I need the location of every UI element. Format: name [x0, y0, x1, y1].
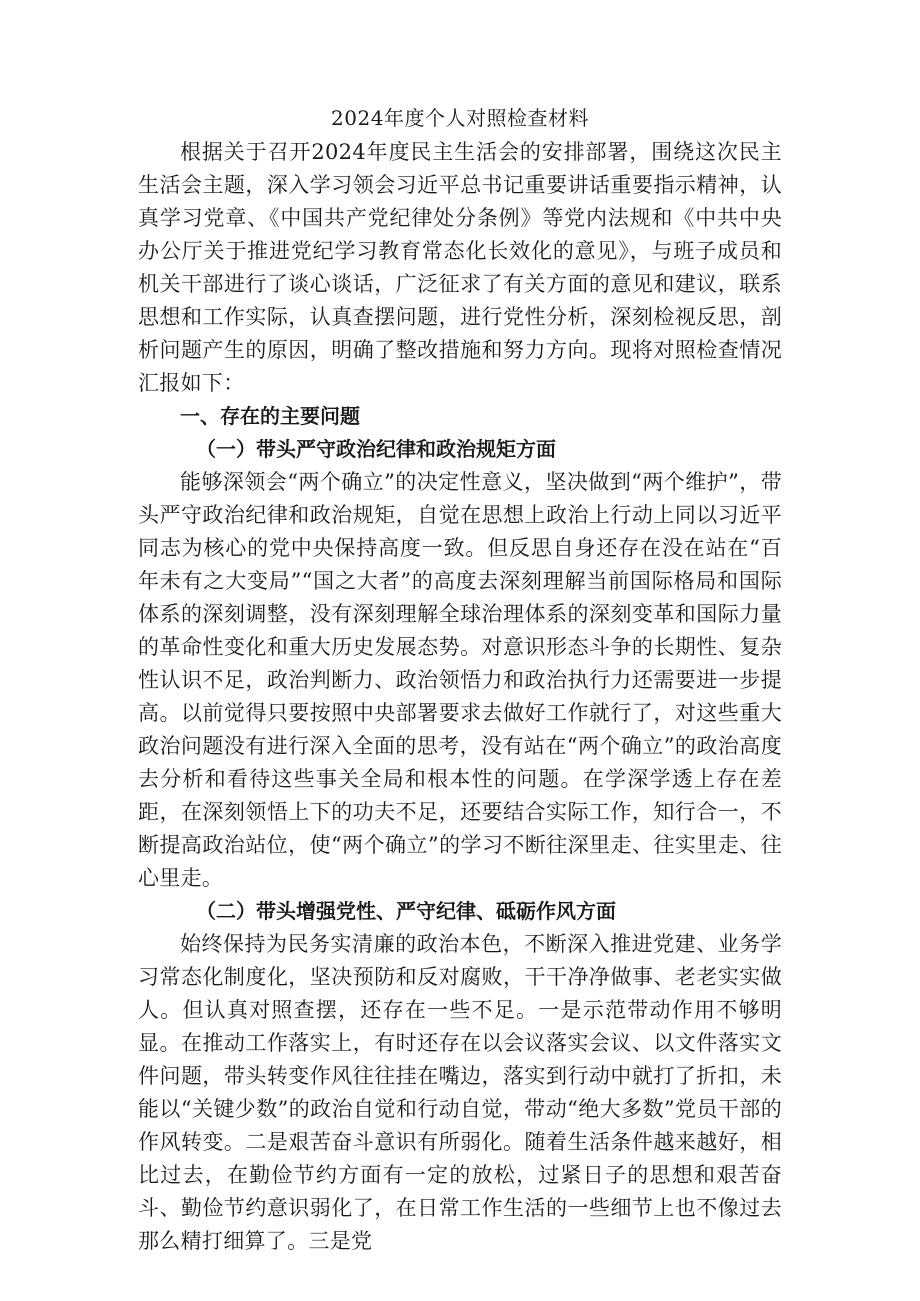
intro-paragraph: 根据关于召开2024年度民主生活会的安排部署，围绕这次民主生活会主题，深入学习领会习近平总书记重要讲话重要指示精神，认真学习党章、《中国共产党纪律处分条例》等党内法规和《中共中央办公厅关于推进党纪学习教育常态化长效化的意见》，与班子成员和机关干部进行了谈心谈话，广泛征求了有关方面的意见和建议，联系思想和工作实际，认真查摆问题，进行党性分析，深刻检视反思，剖析问题产生的原因，明确了整改措施和努力方向。现将对照检查情况汇报如下：	[138, 140, 782, 395]
subsection-body-political-discipline: 能够深领会“两个确立”的决定性意义，坚决做到“两个维护”，带头严守政治纪律和政治规矩，自觉在思想上政治上行动上同以习近平同志为核心的党中央保持高度一致。但反思自身还存在没在站在“百年未有之大变局”“国之大者”的高度去深刻理解当前国际格局和国际体系的深刻调整，没有深刻理解全球治理体系的深刻变革和国际力量的革命性变化和重大历史发展态势。对意识形态斗争的长期性、复杂性认识不足，政治判断力、政治领悟力和政治执行力还需要进一步提高。以前觉得只要按照中央部署要求去做好工作就行了，对这些重大政治问题没有进行深入全面的思考，没有站在“两个确立”的政治高度去分析和看待这些事关全局和根本性的问题。在学深学透上存在差距，在深刻领悟上下的功夫不足，还要结合实际工作，知行合一，不断提高政治站位，使“两个确立”的学习不断往深里走、往实里走、往心里走。	[138, 470, 782, 890]
subsection-heading-party-spirit: （二）带头增强党性、严守纪律、砥砺作风方面	[196, 899, 616, 923]
section-heading-main-problems: 一、存在的主要问题	[180, 404, 360, 428]
document-title: 2024年度个人对照检查材料	[331, 106, 589, 130]
subsection-heading-political-discipline: （一）带头严守政治纪律和政治规矩方面	[196, 437, 556, 461]
subsection-body-party-spirit: 始终保持为民务实清廉的政治本色，不断深入推进党建、业务学习常态化制度化，坚决预防和反对腐败，干干净净做事、老老实实做人。但认真对照查摆，还存在一些不足。一是示范带动作用不够明显。在推动工作落实上，有时还存在以会议落实会议、以文件落实文件问题，带头转变作风往往挂在嘴边，落实到行动中就打了折扣，未能以“关键少数”的政治自觉和行动自觉，带动“绝大多数”党员干部的作风转变。二是艰苦奋斗意识有所弱化。随着生活条件越来越好，相比过去，在勤俭节约方面有一定的放松，过紧日子的思想和艰苦奋斗、勤俭节约意识弱化了，在日常工作生活的一些细节上也不像过去那么精打细算了。三是党	[138, 932, 782, 1253]
document-page	[138, 100, 782, 1258]
